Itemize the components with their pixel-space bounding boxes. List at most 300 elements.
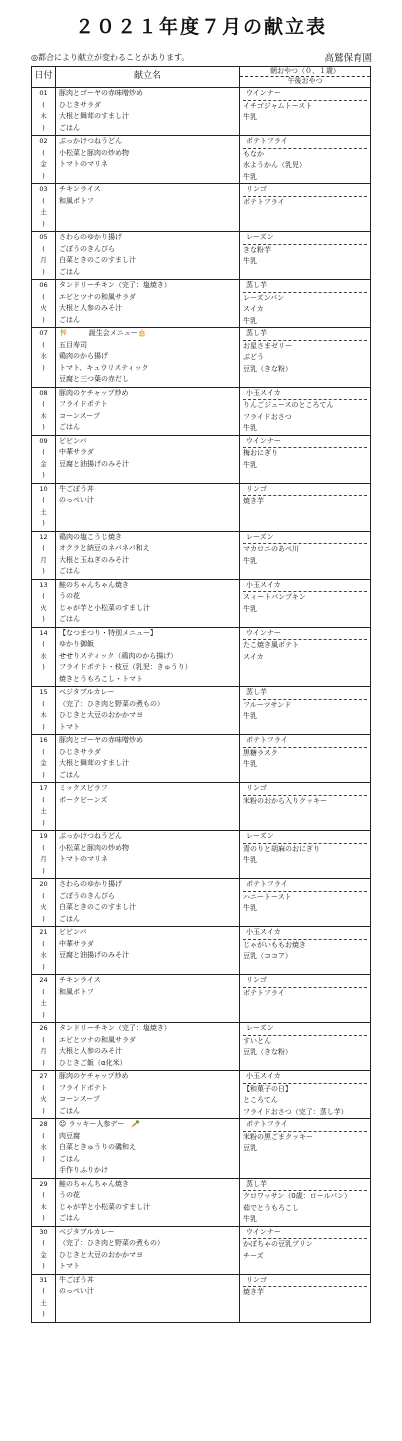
morning-snack: ポテトフライ xyxy=(243,735,367,748)
snack-item: ところてん xyxy=(243,1096,278,1104)
paren: ( xyxy=(42,747,45,756)
date-number: 15 xyxy=(39,688,48,696)
snack-item: ポテトフライ xyxy=(243,988,285,997)
menu-cell xyxy=(56,879,240,927)
morning-snack: レーズン xyxy=(243,831,367,844)
menu-item: のっぺい汁 xyxy=(59,496,94,504)
menu-item: 和風ポトフ xyxy=(59,196,94,205)
paren: ) xyxy=(42,123,45,132)
morning-snack: レーズン xyxy=(243,1023,367,1036)
snack-item: 豆乳 xyxy=(243,1144,257,1152)
paren: ) xyxy=(42,866,45,875)
snack-item: フルーツサンド xyxy=(243,700,292,709)
snack-item: 黒糖ラスク xyxy=(243,748,278,757)
snack-item xyxy=(240,220,370,232)
menu-item: せせりスティック（鶏肉のから揚げ） xyxy=(59,651,178,660)
snack-item: マカロニのあべ川 xyxy=(243,545,299,553)
menu-item: 牛ごぼう丼 xyxy=(59,484,94,493)
menu-item xyxy=(59,470,239,482)
menu-cell xyxy=(56,531,240,579)
paren: ) xyxy=(42,962,45,971)
menu-cell xyxy=(56,627,240,687)
menu-cell xyxy=(56,387,240,435)
snack-item: 梅おにぎり xyxy=(243,449,278,457)
morning-snack: ウインナー xyxy=(243,436,367,449)
organization-name: 高鷲保育園 xyxy=(324,53,372,64)
morning-snack: 蒸し芋 xyxy=(243,328,367,341)
snack-cell xyxy=(240,387,371,435)
date-cell xyxy=(32,1119,56,1179)
snack-item xyxy=(240,963,370,975)
menu-item: ひじきと大豆のおかかマヨ xyxy=(59,1250,143,1259)
snack-item: イチゴジャムトースト xyxy=(243,101,313,110)
snack-item xyxy=(240,1011,370,1023)
snack-item: ハニートースト xyxy=(243,892,292,901)
weekday: 火 xyxy=(40,304,47,312)
snack-item xyxy=(240,771,370,783)
date-number: 26 xyxy=(39,1024,48,1032)
table-row xyxy=(32,88,371,136)
menu-item: ぶっかけつねうどん xyxy=(59,832,122,840)
snack-cell xyxy=(240,687,371,735)
paren: ) xyxy=(42,1154,45,1163)
snack-cell xyxy=(240,435,371,483)
morning-snack: ウインナー xyxy=(243,628,367,641)
snack-item xyxy=(240,208,370,220)
snack-item: たこ焼き風ポテト xyxy=(243,641,299,649)
snack-item xyxy=(240,999,370,1011)
menu-item: のっぺい汁 xyxy=(59,1287,94,1295)
menu-cell xyxy=(56,783,240,831)
header-date: 日付 xyxy=(32,67,56,88)
menu-item: トマト、キュウリスティック xyxy=(59,363,149,372)
menu-item xyxy=(59,998,239,1010)
menu-cell xyxy=(56,1178,240,1226)
menu-item xyxy=(59,518,239,530)
snack-item: 豆乳（きな粉） xyxy=(243,364,292,373)
menu-item: 大根と舞茸のすまし汁 xyxy=(59,112,129,120)
menu-item: タンドリーチキン（完了：塩焼き） xyxy=(59,281,171,289)
paren: ( xyxy=(42,843,45,852)
menu-cell xyxy=(56,735,240,783)
snack-item: きな粉芋 xyxy=(243,245,271,254)
date-cell xyxy=(32,232,56,280)
morning-snack: リンゴ xyxy=(243,975,367,988)
date-cell xyxy=(32,831,56,879)
paren: ( xyxy=(42,1083,45,1092)
menu-cell xyxy=(56,927,240,975)
weekday: 金 xyxy=(40,1250,47,1259)
paren: ) xyxy=(42,219,45,228)
date-number: 16 xyxy=(39,736,48,744)
paren: ( xyxy=(42,292,45,301)
snack-item: レーズンパン xyxy=(243,293,285,302)
menu-item: 大根と舞茸のすまし汁 xyxy=(59,759,129,767)
weekday: 火 xyxy=(40,903,47,911)
menu-item: ベジタブルカレー xyxy=(59,688,115,696)
table-row xyxy=(32,328,371,388)
morning-snack: 小玉スイカ xyxy=(243,580,367,593)
snack-item: クロワッサン（0歳：ロールパン） xyxy=(243,1192,352,1200)
morning-snack: 小玉スイカ xyxy=(243,388,367,401)
menu-item: 焼きとうもろこし・トマト xyxy=(59,674,143,683)
menu-item xyxy=(59,207,239,219)
paren: ( xyxy=(42,1287,45,1295)
snack-item xyxy=(240,867,370,879)
weekday: 土 xyxy=(40,999,47,1007)
menu-item: ごはん xyxy=(59,567,80,575)
menu-item xyxy=(59,171,239,183)
menu-item: 鮭のちゃんちゃん焼き xyxy=(59,1179,129,1188)
menu-item: 鶏肉の塩こうじ焼き xyxy=(59,532,122,541)
snack-cell xyxy=(240,184,371,232)
snack-item: スイカ xyxy=(243,652,264,661)
paren: ) xyxy=(42,663,45,671)
date-number: 30 xyxy=(39,1227,48,1236)
header-afternoon-snack: 午後おやつ xyxy=(287,77,323,85)
menu-item: 豚肉とゴーヤの赤味噌炒め xyxy=(59,89,143,97)
menu-item: 豆腐と油揚げのみそ汁 xyxy=(59,459,129,468)
snack-item xyxy=(240,471,370,483)
menu-item: ビビンバ xyxy=(59,436,87,445)
header-snack xyxy=(240,67,371,88)
date-cell xyxy=(32,184,56,232)
menu-item: フライドポテト・枝豆（乳児：きゅうり） xyxy=(59,663,192,671)
table-row xyxy=(32,1023,371,1071)
menu-item: うの花 xyxy=(59,592,80,600)
date-number: 06 xyxy=(39,281,48,289)
table-row xyxy=(32,579,371,627)
menu-item: ベジタブルカレー xyxy=(59,1227,115,1236)
snack-cell xyxy=(240,531,371,579)
date-cell xyxy=(32,975,56,1023)
menu-item: じゃが芋と小松菜のすまし汁 xyxy=(59,603,150,612)
snack-cell xyxy=(240,1023,371,1071)
menu-cell xyxy=(56,1023,240,1071)
paren: ) xyxy=(42,1010,45,1019)
menu-item: 大根と人参のみそ汁 xyxy=(59,1047,122,1055)
date-number: 03 xyxy=(39,185,48,193)
date-number: 13 xyxy=(39,580,48,589)
paren: ( xyxy=(42,496,45,504)
paren: ) xyxy=(42,171,45,180)
menu-item: フライドポテト xyxy=(59,1083,108,1092)
menu-item xyxy=(59,507,239,519)
menu-item: さわらのゆかり揚げ xyxy=(59,880,122,888)
date-number: 27 xyxy=(39,1072,48,1080)
snack-item: 牛乳 xyxy=(243,424,257,432)
snack-item: 牛乳 xyxy=(243,760,257,768)
morning-snack: 蒸し芋 xyxy=(243,1179,367,1192)
morning-snack: ウインナー xyxy=(243,1227,367,1240)
weekday: 水 xyxy=(40,1143,47,1151)
snack-item xyxy=(240,1262,370,1274)
snack-item xyxy=(240,819,370,831)
date-cell xyxy=(32,531,56,579)
menu-item: 豆腐と三つ葉の赤だし xyxy=(59,375,129,383)
menu-cell xyxy=(56,483,240,531)
weekday: 金 xyxy=(40,759,47,767)
snack-item: スィートパンプキン xyxy=(243,593,306,601)
snack-item: フライドおさつ xyxy=(243,412,292,421)
paren: ( xyxy=(42,100,45,109)
weekday: 金 xyxy=(40,459,47,468)
snack-item: 焼き芋 xyxy=(243,497,264,505)
menu-table xyxy=(31,66,371,1323)
snack-item xyxy=(240,915,370,927)
date-cell xyxy=(32,387,56,435)
date-cell xyxy=(32,1226,56,1274)
snack-cell xyxy=(240,136,371,184)
date-number: 21 xyxy=(39,928,48,936)
weekday: 木 xyxy=(40,411,47,420)
menu-item: ごはん xyxy=(59,1106,80,1115)
menu-item xyxy=(59,1298,239,1310)
date-number: 10 xyxy=(39,484,48,493)
menu-item: チキンライス xyxy=(59,976,101,984)
menu-item: トマト xyxy=(59,1262,80,1270)
menu-item: 豚肉のケチャップ炒め xyxy=(59,388,129,397)
paren: ) xyxy=(42,722,45,731)
snack-item: 焼き芋 xyxy=(243,1288,264,1296)
table-row xyxy=(32,783,371,831)
menu-item: ごはん xyxy=(59,770,80,779)
snack-item xyxy=(240,615,370,627)
snack-cell xyxy=(240,328,371,388)
table-row xyxy=(32,1119,371,1179)
date-cell xyxy=(32,136,56,184)
morning-snack: リンゴ xyxy=(243,1275,367,1288)
paren: ) xyxy=(42,315,45,324)
menu-item: タンドリーチキン（完了：塩焼き） xyxy=(59,1024,171,1032)
paren: ( xyxy=(42,1239,45,1247)
morning-snack: リンゴ xyxy=(243,783,367,796)
snack-item: ぶどう xyxy=(243,353,264,361)
snack-item: もなか xyxy=(243,149,264,158)
menu-item: 豚肉のケチャップ炒め xyxy=(59,1072,129,1080)
table-row xyxy=(32,1071,371,1119)
weekday: 土 xyxy=(40,208,47,216)
menu-cell xyxy=(56,831,240,879)
menu-item: 小松菜と豚肉の炒め物 xyxy=(59,148,129,157)
snack-item: 豆乳（きな粉） xyxy=(243,1048,292,1056)
menu-item: トマト xyxy=(59,722,80,731)
date-cell xyxy=(32,88,56,136)
snack-item: 米粉のおから入りクッキー xyxy=(243,796,327,805)
date-number: 31 xyxy=(39,1275,48,1284)
menu-item: ごぼうのきんぴら xyxy=(59,891,115,900)
menu-cell xyxy=(56,184,240,232)
menu-item: ビビンバ xyxy=(59,928,87,936)
weekday: 月 xyxy=(40,855,47,863)
paren: ) xyxy=(42,267,45,276)
menu-item: トマトのマリネ xyxy=(59,160,108,168)
snack-item: フライドおさつ（完了：蒸し芋） xyxy=(243,1107,348,1116)
table-header-row xyxy=(32,67,371,88)
paren: ( xyxy=(42,891,45,900)
menu-item: 豚肉とゴーヤの赤味噌炒め xyxy=(59,736,143,744)
snack-cell xyxy=(240,975,371,1023)
menu-cell xyxy=(56,280,240,328)
date-cell xyxy=(32,783,56,831)
snack-item: スイカ xyxy=(243,305,264,313)
table-row xyxy=(32,1226,371,1274)
date-cell xyxy=(32,735,56,783)
date-cell xyxy=(32,579,56,627)
paren: ( xyxy=(42,987,45,996)
snack-item: チーズ xyxy=(243,1251,264,1260)
menu-item: ごはん xyxy=(59,267,80,276)
menu-item: 小松菜と豚肉の炒め物 xyxy=(59,843,129,852)
menu-item: 鶏肉のから揚げ xyxy=(59,352,108,360)
weekday: 木 xyxy=(40,112,47,120)
menu-item: ごはん xyxy=(59,423,80,431)
snack-item: 豆乳（ココア） xyxy=(243,952,292,960)
paren: ) xyxy=(42,615,45,623)
table-row xyxy=(32,879,371,927)
menu-item: ごぼうのきんぴら xyxy=(59,244,115,253)
snack-cell xyxy=(240,735,371,783)
paren: ( xyxy=(42,699,45,708)
snack-item xyxy=(240,1299,370,1311)
table-row xyxy=(32,1274,371,1322)
menu-item: ひじきサラダ xyxy=(59,747,101,756)
paren: ( xyxy=(42,340,45,349)
snack-item: 青のりと胡麻のおにぎり xyxy=(243,844,320,853)
morning-snack: ポテトフライ xyxy=(243,879,367,892)
menu-item: 大根と玉ねぎのみそ汁 xyxy=(59,555,129,564)
paren: ) xyxy=(42,363,45,372)
paren: ) xyxy=(42,1310,45,1318)
menu-cell xyxy=(56,975,240,1023)
table-row xyxy=(32,927,371,975)
morning-snack: レーズン xyxy=(243,232,367,245)
snack-cell xyxy=(240,879,371,927)
morning-snack: レーズン xyxy=(243,532,367,545)
snack-item xyxy=(240,268,370,280)
menu-item: ☺ ラッキー人参デー 🥕 xyxy=(59,1120,141,1128)
date-number: 09 xyxy=(39,436,48,445)
paren: ) xyxy=(42,1058,45,1067)
snack-cell xyxy=(240,1178,371,1226)
notice-text: ◎都合により献立が変わることがあります。 xyxy=(31,53,190,62)
date-number: 17 xyxy=(39,784,48,792)
table-row xyxy=(32,435,371,483)
table-row xyxy=(32,1178,371,1226)
date-cell xyxy=(32,328,56,388)
menu-item: エビとツナの和風サラダ xyxy=(59,292,136,301)
morning-snack: 蒸し芋 xyxy=(243,687,367,700)
date-number: 12 xyxy=(39,532,48,541)
menu-item: コーンスープ xyxy=(59,1095,100,1103)
date-cell xyxy=(32,1178,56,1226)
paren: ) xyxy=(42,1214,45,1222)
snack-item: かぼちゃの豆乳プリン xyxy=(243,1240,313,1248)
snack-item: 牛乳 xyxy=(243,904,257,912)
menu-item: うの花 xyxy=(59,1191,80,1199)
snack-item xyxy=(240,675,370,687)
morning-snack: ポテトフライ xyxy=(243,1119,367,1132)
snack-item xyxy=(240,1166,370,1178)
header-morning-snack: 朝おやつ（０、１歳） xyxy=(240,67,370,77)
snack-item xyxy=(240,375,370,387)
snack-item: 牛乳 xyxy=(243,113,257,121)
menu-item: 鮭のちゃんちゃん焼き xyxy=(59,580,129,589)
weekday: 土 xyxy=(40,807,47,815)
date-cell xyxy=(32,435,56,483)
date-cell xyxy=(32,280,56,328)
snack-cell xyxy=(240,1226,371,1274)
menu-item: ごはん xyxy=(59,615,80,623)
menu-cell xyxy=(56,435,240,483)
menu-item: フライドポテト xyxy=(59,400,108,408)
date-cell xyxy=(32,1023,56,1071)
menu-item: ひじきサラダ xyxy=(59,100,101,109)
menu-item: ミックスピラフ xyxy=(59,784,108,792)
date-number: 05 xyxy=(39,233,48,241)
menu-item: 中華サラダ xyxy=(59,448,94,456)
snack-cell xyxy=(240,483,371,531)
weekday: 月 xyxy=(40,555,47,564)
morning-snack: リンゴ xyxy=(243,184,367,197)
snack-item: 牛乳 xyxy=(243,856,257,864)
snack-item xyxy=(240,663,370,675)
menu-item: 大根と人参のみそ汁 xyxy=(59,304,122,312)
date-number: 08 xyxy=(39,388,48,397)
menu-cell xyxy=(56,136,240,184)
menu-item: 五目寿司 xyxy=(59,340,87,349)
date-number: 02 xyxy=(39,137,48,145)
weekday: 火 xyxy=(40,603,47,612)
snack-item xyxy=(240,567,370,579)
menu-item: ぶっかけつねうどん xyxy=(59,137,122,145)
menu-cell xyxy=(56,88,240,136)
menu-cell xyxy=(56,1274,240,1322)
menu-item xyxy=(59,866,239,878)
snack-item: 牛乳 xyxy=(243,316,257,325)
menu-item: ごはん xyxy=(59,315,80,324)
menu-cell xyxy=(56,1119,240,1179)
paren: ( xyxy=(42,400,45,408)
table-row xyxy=(32,975,371,1023)
menu-item: ごはん xyxy=(59,123,80,132)
menu-item: ひじきと大豆のおかかマヨ xyxy=(59,711,143,719)
menu-cell xyxy=(56,232,240,280)
snack-cell xyxy=(240,927,371,975)
weekday: 水 xyxy=(40,951,47,959)
snack-item: 【和菓子の日】 xyxy=(243,1084,292,1093)
date-number: 24 xyxy=(39,976,48,984)
snack-item xyxy=(240,1155,370,1167)
paren: ( xyxy=(42,196,45,205)
menu-item: ごはん xyxy=(59,914,80,923)
date-number: 14 xyxy=(39,628,48,637)
weekday: 金 xyxy=(40,160,47,168)
snack-item: お星さまゼリー xyxy=(243,341,292,350)
snack-item xyxy=(240,1059,370,1071)
menu-item: チキンライス xyxy=(59,185,101,193)
menu-item: トマトのマリネ xyxy=(59,855,108,863)
snack-cell xyxy=(240,1119,371,1179)
snack-item: 牛乳 xyxy=(243,556,257,565)
snack-item xyxy=(240,508,370,520)
paren: ( xyxy=(42,592,45,600)
menu-cell xyxy=(56,1071,240,1119)
paren: ) xyxy=(42,1262,45,1270)
morning-snack: 小玉スイカ xyxy=(243,1071,367,1084)
menu-item: 和風ポトフ xyxy=(59,987,94,996)
menu-cell xyxy=(56,1226,240,1274)
